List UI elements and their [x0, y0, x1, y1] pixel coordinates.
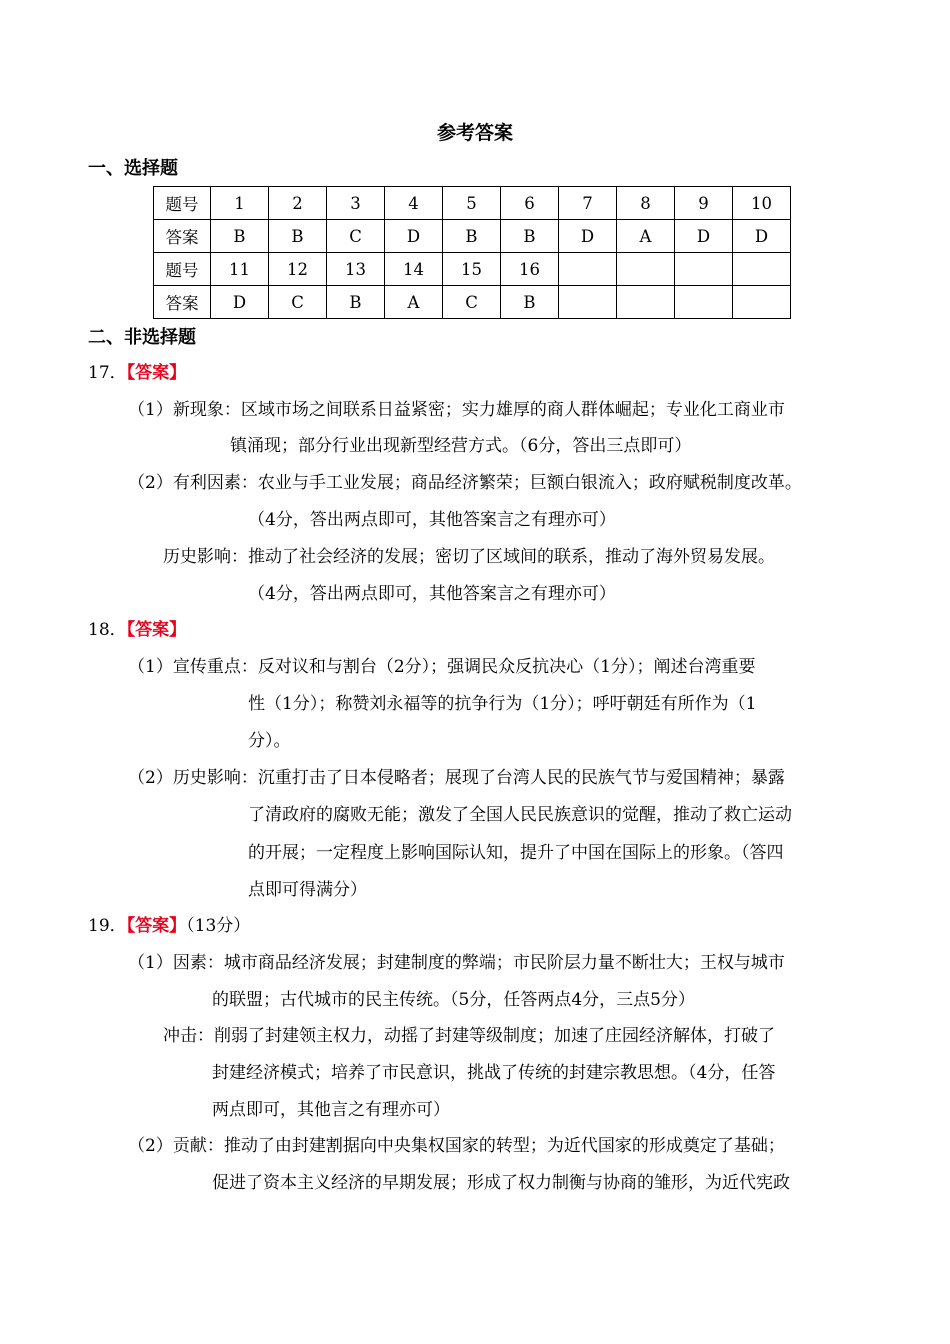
q18-text-line: 了清政府的腐败无能；激发了全国人民民族意识的觉醒，推动了救亡运动 [248, 805, 792, 825]
table-cell: 13 [327, 253, 385, 286]
section-heading-choice: 一、选择题 [88, 158, 178, 179]
q17-text-line: 镇涌现；部分行业出现新型经营方式。（6分，答出三点即可） [230, 436, 692, 456]
table-cell [559, 253, 617, 286]
table-cell [675, 286, 733, 319]
question-18-heading [88, 615, 186, 640]
question-score: （13分） [186, 916, 251, 936]
table-cell: 5 [443, 187, 501, 220]
q18-text-line: 点即可得满分） [248, 880, 367, 900]
answer-tag: 【答案】 [126, 620, 187, 640]
table-header-cell: 答案 [154, 220, 211, 253]
table-cell: B [501, 286, 559, 319]
q19-text-line: 的联盟；古代城市的民主传统。（5分，任答两点4分，三点5分） [212, 990, 695, 1010]
q17-text-line: （2）有利因素：农业与手工业发展；商品经济繁荣；巨额白银流入；政府赋税制度改革。 [128, 473, 802, 493]
table-cell: 10 [733, 187, 791, 220]
table-row [154, 253, 791, 286]
table-cell: 3 [327, 187, 385, 220]
table-cell: 8 [617, 187, 675, 220]
table-cell: C [327, 220, 385, 253]
table-row [154, 187, 791, 220]
q19-text-line: 冲击：削弱了封建领主权力，动摇了封建等级制度；加速了庄园经济解体，打破了 [163, 1026, 775, 1046]
table-cell: 1 [211, 187, 269, 220]
table-header-cell: 题号 [154, 253, 211, 286]
question-number: 19． [88, 916, 127, 936]
table-cell: 9 [675, 187, 733, 220]
table-cell: 11 [211, 253, 269, 286]
table-cell: D [675, 220, 733, 253]
q18-text-line: 性（1分）；称赞刘永福等的抗争行为（1分）；呼吁朝廷有所作为（1 [248, 694, 757, 714]
table-row [154, 220, 791, 253]
table-cell: 12 [269, 253, 327, 286]
q17-text-line: （4分，答出两点即可，其他答案言之有理亦可） [248, 584, 616, 604]
table-cell: C [269, 286, 327, 319]
question-17-heading [88, 358, 186, 383]
table-cell: D [559, 220, 617, 253]
table-cell [675, 253, 733, 286]
table-header-cell: 题号 [154, 187, 211, 220]
table-cell: D [211, 286, 269, 319]
table-cell [617, 253, 675, 286]
table-cell: B [443, 220, 501, 253]
q19-text-line: 两点即可，其他言之有理亦可） [212, 1100, 450, 1120]
q18-text-line: （1）宣传重点：反对议和与割台（2分）；强调民众反抗决心（1分）；阐述台湾重要 [128, 657, 756, 677]
table-cell: A [617, 220, 675, 253]
q18-text-line: 的开展；一定程度上影响国际认知，提升了中国在国际上的形象。（答四 [248, 843, 784, 863]
table-cell: B [269, 220, 327, 253]
table-cell: B [501, 220, 559, 253]
question-number: 18． [88, 620, 127, 640]
table-cell: A [385, 286, 443, 319]
table-row [154, 286, 791, 319]
q18-text-line: 分）。 [248, 731, 291, 751]
section-heading-nonchoice: 二、非选择题 [88, 327, 196, 348]
table-cell: B [211, 220, 269, 253]
table-header-cell: 答案 [154, 286, 211, 319]
question-19-heading [88, 911, 250, 936]
table-cell: 6 [501, 187, 559, 220]
q17-text-line: （1）新现象：区域市场之间联系日益紧密；实力雄厚的商人群体崛起；专业化工商业市 [128, 400, 785, 420]
question-number: 17． [88, 363, 127, 383]
answer-tag: 【答案】 [126, 916, 187, 936]
table-cell: 7 [559, 187, 617, 220]
table-cell [733, 286, 791, 319]
answer-table [153, 186, 791, 319]
answer-tag: 【答案】 [126, 363, 187, 383]
table-cell: 2 [269, 187, 327, 220]
table-cell: 14 [385, 253, 443, 286]
q17-text-line: 历史影响：推动了社会经济的发展；密切了区域间的联系，推动了海外贸易发展。 [163, 547, 775, 567]
table-cell: C [443, 286, 501, 319]
q19-text-line: 促进了资本主义经济的早期发展；形成了权力制衡与协商的雏形，为近代宪政 [212, 1173, 790, 1193]
table-cell [617, 286, 675, 319]
table-cell: B [327, 286, 385, 319]
table-cell: 15 [443, 253, 501, 286]
q19-text-line: （2）贡献：推动了由封建割据向中央集权国家的转型；为近代国家的形成奠定了基础； [128, 1136, 785, 1156]
table-cell [733, 253, 791, 286]
table-cell: 16 [501, 253, 559, 286]
q18-text-line: （2）历史影响：沉重打击了日本侵略者；展现了台湾人民的民族气节与爱国精神；暴露 [128, 768, 785, 788]
table-cell [559, 286, 617, 319]
table-cell: D [385, 220, 443, 253]
page-title: 参考答案 [436, 122, 513, 144]
table-cell: D [733, 220, 791, 253]
table-cell: 4 [385, 187, 443, 220]
q19-text-line: 封建经济模式；培养了市民意识，挑战了传统的封建宗教思想。（4分，任答 [212, 1063, 776, 1083]
q17-text-line: （4分，答出两点即可，其他答案言之有理亦可） [248, 510, 616, 530]
q19-text-line: （1）因素：城市商品经济发展；封建制度的弊端；市民阶层力量不断壮大；王权与城市 [128, 953, 785, 973]
